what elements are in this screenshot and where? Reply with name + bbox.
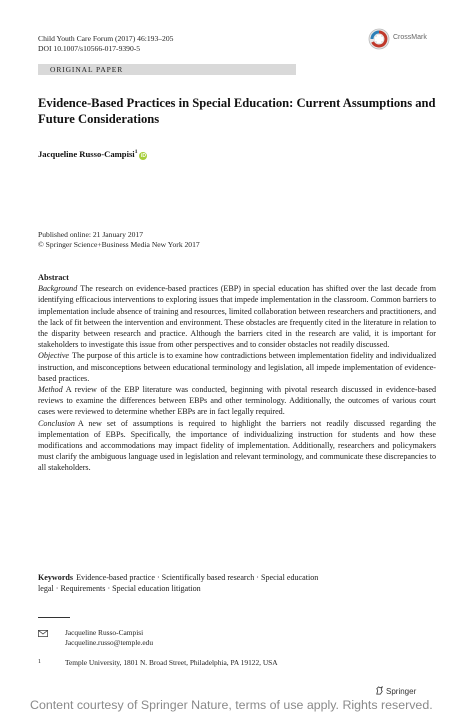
contact-email[interactable]: Jacqueline.russo@temple.edu [65, 638, 154, 647]
publisher-logo [375, 686, 416, 696]
article-type-banner [38, 64, 296, 75]
crossmark-icon [368, 28, 390, 50]
affiliation-text: Temple University, 1801 N. Broad Street, Philadelphia, PA 19122, USA [65, 658, 278, 667]
doi[interactable]: DOI 10.1007/s10566-017-9390-5 [38, 44, 141, 53]
section-label: Method [38, 385, 63, 395]
section-label: Conclusion [38, 418, 75, 428]
keywords-line-1: Evidence-based practice · Scientifically based research · Special education [76, 573, 319, 582]
journal-citation: Child Youth Care Forum (2017) 46:193–205 [38, 34, 174, 43]
section-label: Background [38, 284, 78, 294]
author-name[interactable]: Jacqueline Russo-Campisi [38, 149, 135, 159]
author-affiliation-marker: 1 [134, 149, 138, 156]
abstract-conclusion [38, 418, 436, 474]
crossmark-label: CrossMark [393, 34, 427, 41]
abstract-objective [38, 350, 436, 384]
springer-horse-icon [375, 686, 384, 695]
orcid-icon[interactable]: iD [140, 153, 146, 159]
affiliation-number: 1 [38, 659, 41, 665]
published-online: Published online: 21 January 2017 [38, 230, 144, 239]
envelope-icon [38, 630, 48, 637]
publisher-name: Springer [386, 687, 417, 696]
keywords-line-2: legal · Requirements · Special education litigation [38, 584, 201, 594]
section-text: A review of the EBP literature was conducted, beginning with pivotal research discussed in evidence-based reviews to examine the differences between EBPs and other terminology. Additionally, the outcomes of various court cases were reviewed to determine whether EBPs are in fact legally required. [38, 385, 436, 417]
contact-name: Jacqueline Russo-Campisi [65, 628, 144, 637]
abstract-method [38, 384, 436, 418]
keywords-label: Keywords [38, 573, 74, 582]
footnote-divider [38, 617, 70, 618]
section-text: A new set of assumptions is required to highlight the barriers not readily discussed regarding the implementation of EBPs. Specifically, the importance of individualizing instruction for students and how these modifications and accommodations may impact fidelity of implementation. Additionally, researchers and policymakers must clarify the ambiguous language used in legislation and relevant terminology, and communicate these discrepancies to all stakeholders. [38, 418, 436, 473]
crossmark-badge[interactable] [368, 28, 438, 50]
section-text: The purpose of this article is to examine how contradictions between implementation fidelity and individualized instruction, and misconceptions between educational terminology and legislation, all impede implementation of evidence-based practices. [38, 351, 436, 383]
abstract-heading: Abstract [38, 273, 69, 282]
section-text: The research on evidence-based practices (EBP) in special education has shifted over the last decade from identifying efficacious interventions to exploring issues that impede implementation in the classroom. Common barriers to implementation include absence of training and resources, limited collaboration between researchers and practitioners, and the lack of fit between the intervention and environment. These obstacles are frequently cited in the literature in relation to the disparity between research and practice. Although the barriers cited in the research are valid, it is important for stakeholders to investigate this issue from other perspectives and to consider obstacles not readily discussed. [38, 284, 436, 350]
article-title: Evidence-Based Practices in Special Education: Current Assumptions and Future Considerations [38, 96, 436, 126]
corresponding-author [38, 628, 338, 648]
courtesy-notice[interactable]: Content courtesy of Springer Nature, terms of use apply. Rights reserved. [30, 698, 433, 712]
copyright: © Springer Science+Business Media New York 2017 [38, 240, 200, 249]
affiliation-footnote [38, 657, 438, 668]
article-type-label: ORIGINAL PAPER [50, 65, 124, 74]
keywords [38, 572, 436, 594]
section-label: Objective [38, 351, 70, 361]
author-line [38, 149, 147, 160]
abstract-background [38, 283, 436, 350]
abstract [38, 272, 436, 474]
